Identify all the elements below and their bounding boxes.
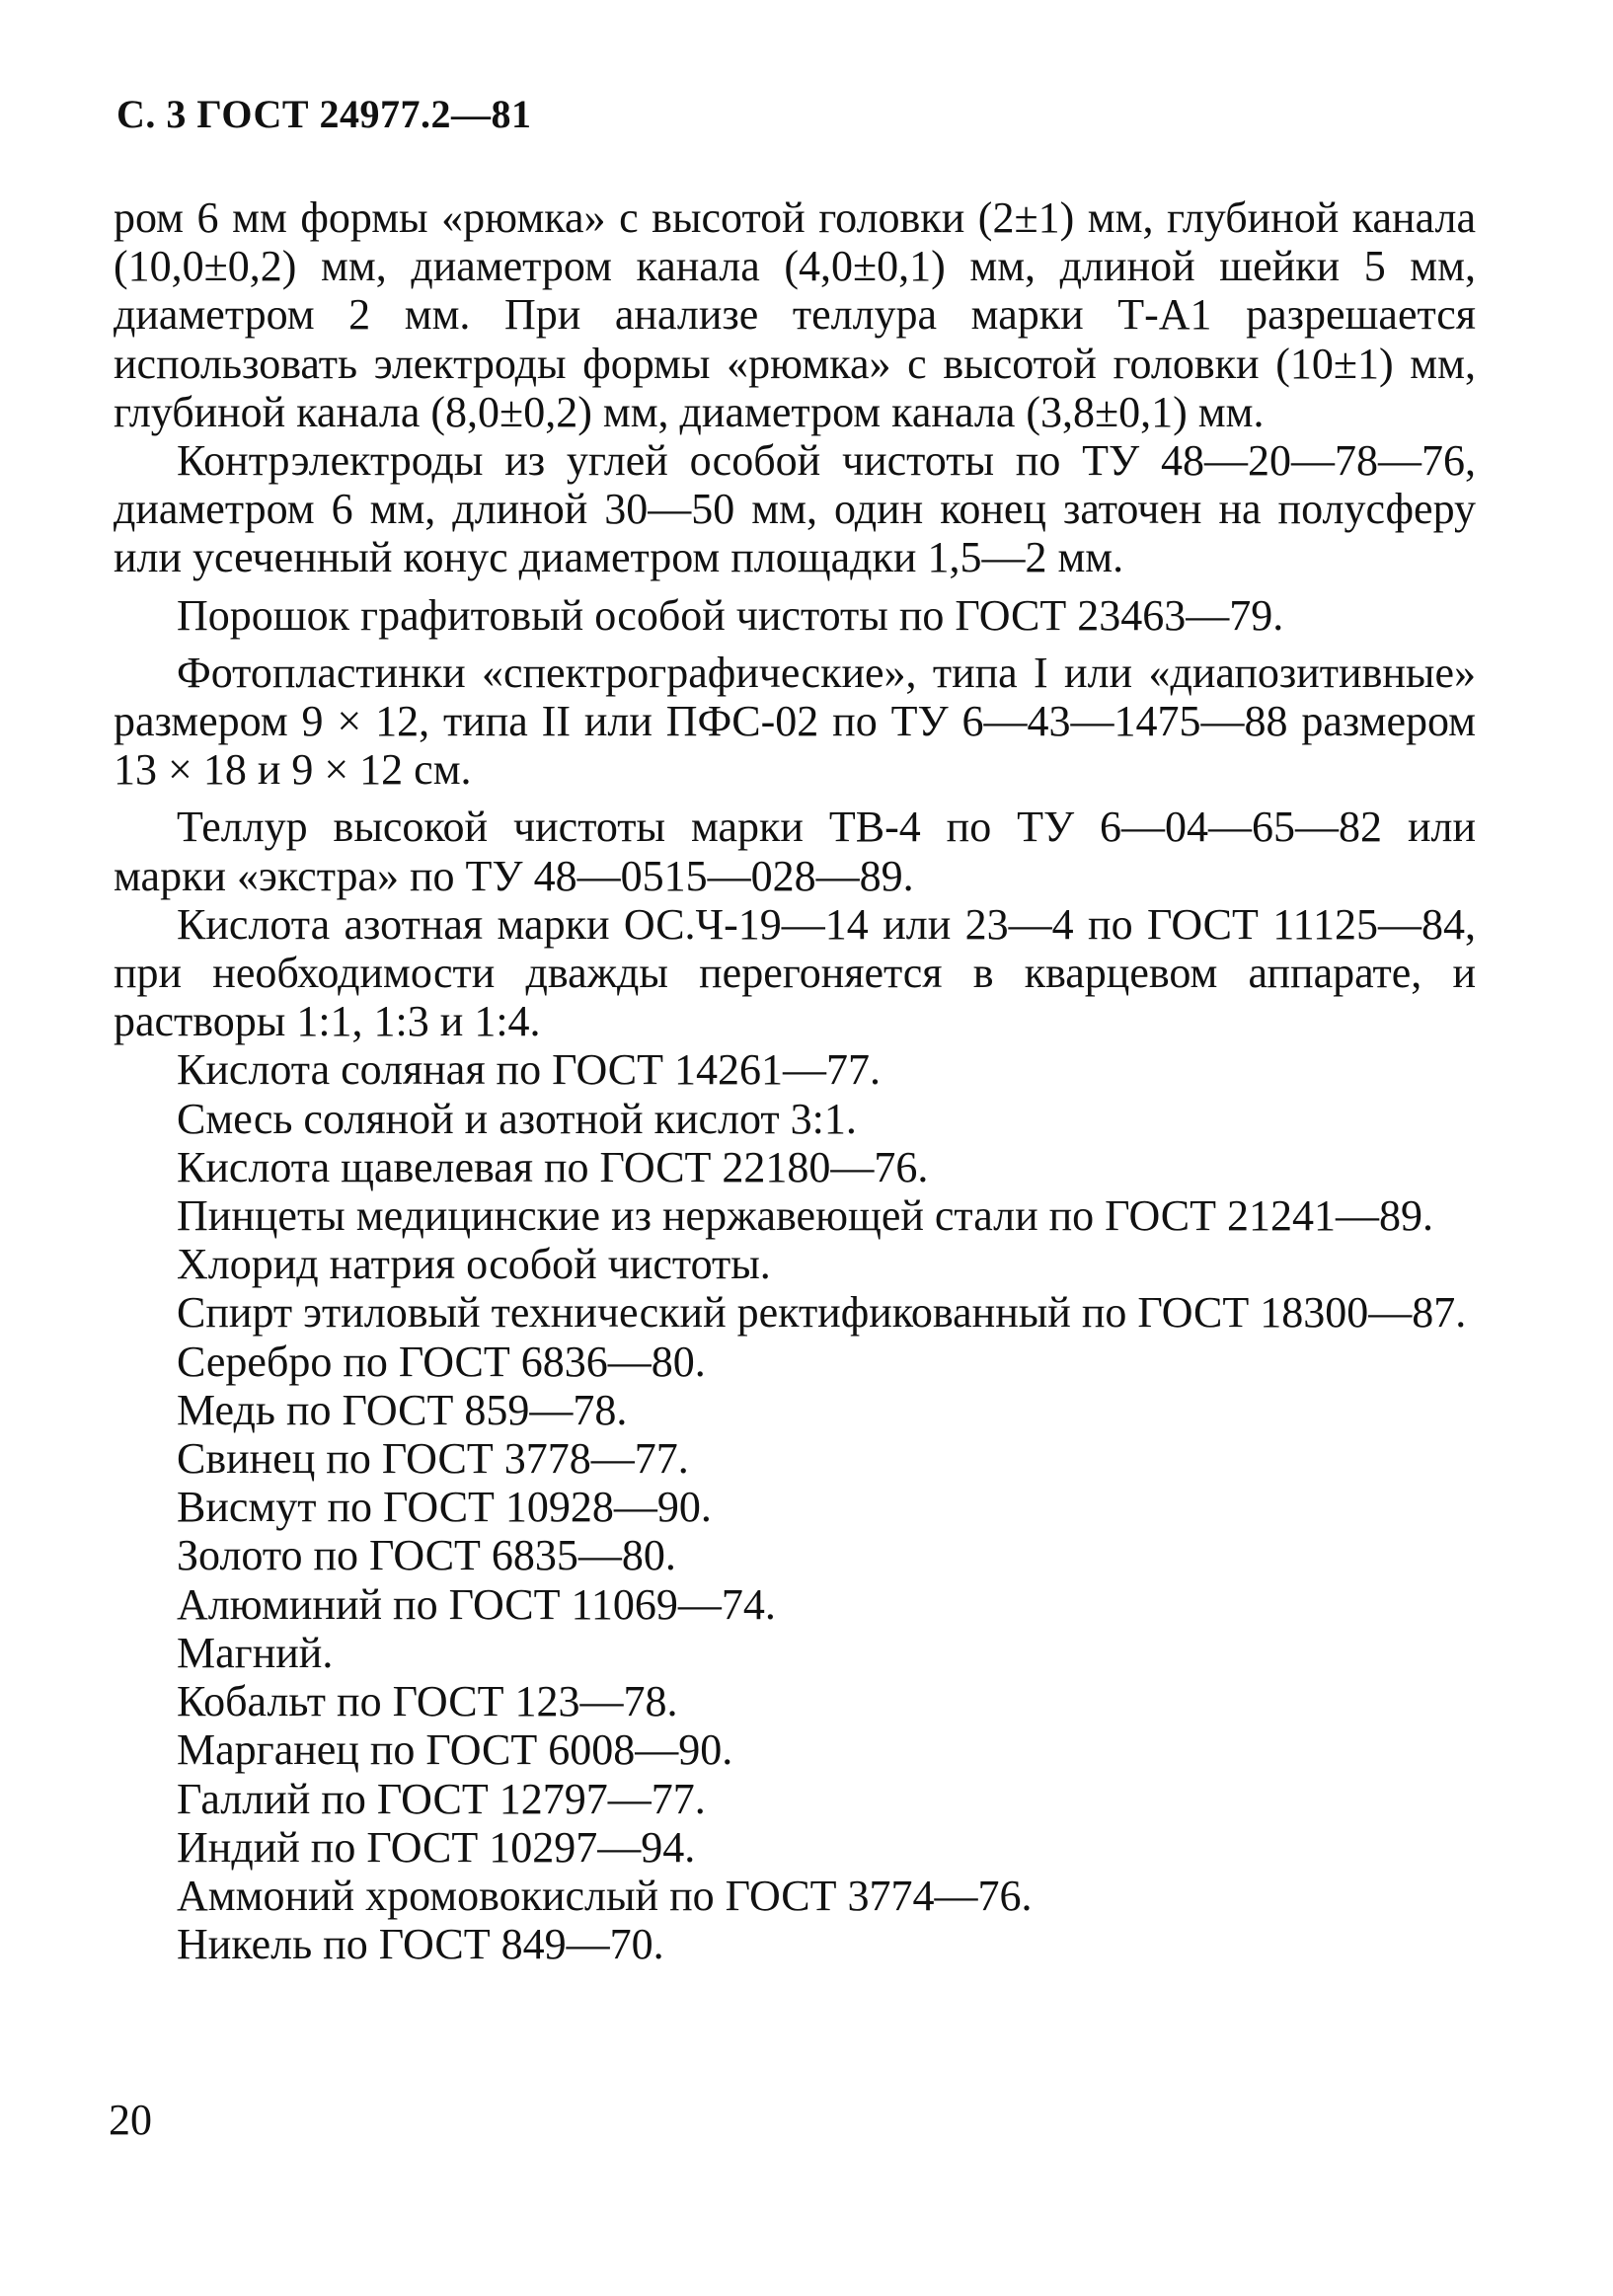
document-body	[114, 193, 1476, 1968]
list-item: Хлорид натрия особой чистоты.	[177, 1240, 771, 1289]
list-item: Серебро по ГОСТ 6836—80.	[177, 1337, 706, 1386]
list-item: Никель по ГОСТ 849—70.	[177, 1920, 664, 1969]
list-item: Кислота щавелевая по ГОСТ 22180—76.	[177, 1142, 929, 1191]
page-number: 20	[109, 2096, 152, 2144]
page-header: С. 3 ГОСТ 24977.2—81	[116, 92, 532, 136]
list-item: Магний.	[177, 1628, 334, 1677]
list-item: Фотопластинки «спектрографические», типа I или «диапозитивные» размером 9 × 12, типа II или ПФС-02 по ТУ 6—43—1475—88 размером 13 × 18 и 9 × 12 см.	[114, 648, 1476, 795]
list-item: Марганец по ГОСТ 6008—90.	[177, 1725, 733, 1775]
list-item: Галлий по ГОСТ 12797—77.	[177, 1774, 706, 1823]
list-item: Аммоний хромовокислый по ГОСТ 3774—76.	[177, 1871, 1033, 1920]
list-item: Кислота азотная марки ОС.Ч-19—14 или 23—4 по ГОСТ 11125—84, при необходимости дважды перегоняется в кварцевом аппарате, и растворы 1:1, 1:3 и 1:4.	[114, 899, 1476, 1046]
list-item: Медь по ГОСТ 859—78.	[177, 1385, 628, 1434]
list-item: Свинец по ГОСТ 3778—77.	[177, 1434, 689, 1484]
list-item: Золото по ГОСТ 6835—80.	[177, 1531, 676, 1580]
list-item: Кислота соляная по ГОСТ 14261—77.	[177, 1045, 881, 1095]
list-item: Спирт этиловый технический ректификованный по ГОСТ 18300—87.	[177, 1288, 1467, 1338]
list-item: Висмут по ГОСТ 10928—90.	[177, 1483, 712, 1532]
list-item: Теллур высокой чистоты марки ТВ-4 по ТУ 6—04—65—82 или марки «экстра» по ТУ 48—0515—028—89.	[114, 803, 1476, 900]
list-item: Алюминий по ГОСТ 11069—74.	[177, 1579, 776, 1629]
list-item: Пинцеты медицинские из нержавеющей стали по ГОСТ 21241—89.	[177, 1191, 1434, 1241]
list-item: Индий по ГОСТ 10297—94.	[177, 1822, 696, 1872]
list-item: Кобальт по ГОСТ 123—78.	[177, 1677, 678, 1726]
list-item: Порошок графитовый особой чистоты по ГОСТ 23463—79.	[177, 590, 1284, 640]
paragraph-counter-electrodes: Контрэлектроды из углей особой чистоты по ТУ 48—20—78—76, диаметром 6 мм, длиной 30—50 мм, один конец заточен на полусферу или усеченный конус диаметром площадки 1,5—2 мм.	[114, 436, 1476, 582]
paragraph-electrodes: ром 6 мм формы «рюмка» с высотой головки (2±1) мм, глубиной канала (10,0±0,2) мм, диаметром канала (4,0±0,1) мм, длиной шейки 5 мм, диаметром 2 мм. При анализе теллура марки Т-А1 разрешается использовать электроды формы «рюмка» с высотой головки (10±1) мм, глубиной канала (8,0±0,2) мм, диаметром канала (3,8±0,1) мм.	[114, 193, 1476, 436]
list-item: Смесь соляной и азотной кислот 3:1.	[177, 1094, 857, 1143]
